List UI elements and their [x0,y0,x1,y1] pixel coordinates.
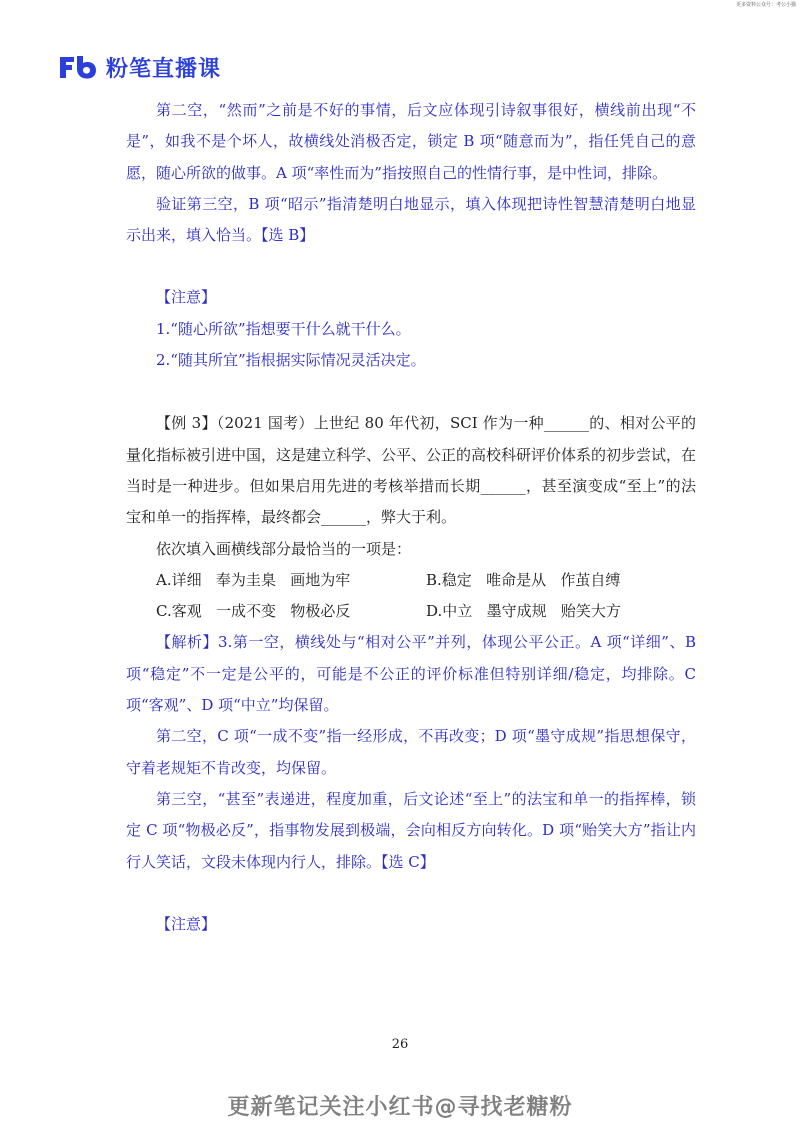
note-title: 【注意】 [156,288,217,307]
note-title: 【注意】 [156,914,217,933]
brand-logo [58,52,221,82]
option-a: A.详细 奉为圭臬 画地为牢 [156,570,351,589]
option-d: D.中立 墨守成规 贻笑大方 [426,602,621,621]
note-item: 1.“随心所欲”指想要干什么就干什么。 [156,319,411,338]
option-b: B.稳定 唯命是从 作茧自缚 [426,570,621,589]
question-stem: 【例 3】（2021 国考）上世纪 80 年代初，SCI 作为一种______的、相对公平的量化指标被引进中国，这是建立科学、公平、公正的高校科研评价体系的初步尝试，在当时是一种进步。但如果启用先进的考核举措而长期______，甚至演变成“至上”的法宝和单一的指挥棒，最终都会______，弊大于利。 [126,414,697,527]
option-c: C.客观 一成不变 物极必反 [156,602,351,621]
answer-analysis-3: 第三空，“甚至”表递进，程度加重，后文论述“至上”的法宝和单一的指挥棒，锁定 C 项“物极必反”，指事物发展到极端，会向相反方向转化。D 项“贻笑大方”指让内行人笑话，文段未体现内行人，排除。【选 C】 [126,789,696,871]
spacer [126,251,696,282]
answer-analysis-1: 【解析】3.第一空，横线处与“相对公平”并列，体现公平公正。A 项“详细”、B 项“稳定”不一定是公平的，可能是不公正的评价标准但特别详细/稳定，均排除。C 项“客观”、D 项“中立”均保留。 [126,633,696,715]
top-note: 更多资料公众号：考公小猫 [735,2,796,8]
answer-analysis-2: 第二空，C 项“一成不变”指一经形成，不再改变；D 项“墨守成规”指思想保守，守着老规矩不肯改变，均保留。 [126,727,696,777]
analysis-paragraph-2: 第二空，“然而”之前是不好的事情，后文应体现引诗叙事很好，横线前出现“不是”，如我不是个坏人，故横线处消极否定，锁定 B 项“随意而为”，指任凭自己的意愿，随心所欲的做事。A 项“率性而为”指按照自己的性情行事，是中性词，排除。 [126,101,696,182]
note-item: 2.“随其所宜”指根据实际情况灵活决定。 [156,351,426,370]
watermark-text: 更新笔记关注小红书@寻找老糖粉 [227,1095,573,1120]
brand-text: 粉笔直播课 [106,56,222,82]
spacer [126,376,696,408]
fb-logo-icon [58,54,98,80]
options-row [126,565,696,596]
document-body [126,95,696,940]
page-number: 26 [391,1037,409,1052]
question-prompt: 依次填入画横线部分最恰当的一项是： [156,539,412,558]
spacer [126,878,696,909]
analysis-paragraph-3: 验证第三空，B 项“昭示”指清楚明白地显示，填入体现把诗性智慧清楚明白地显示出来，填入恰当。【选 B】 [126,194,696,245]
options-row [126,596,696,627]
